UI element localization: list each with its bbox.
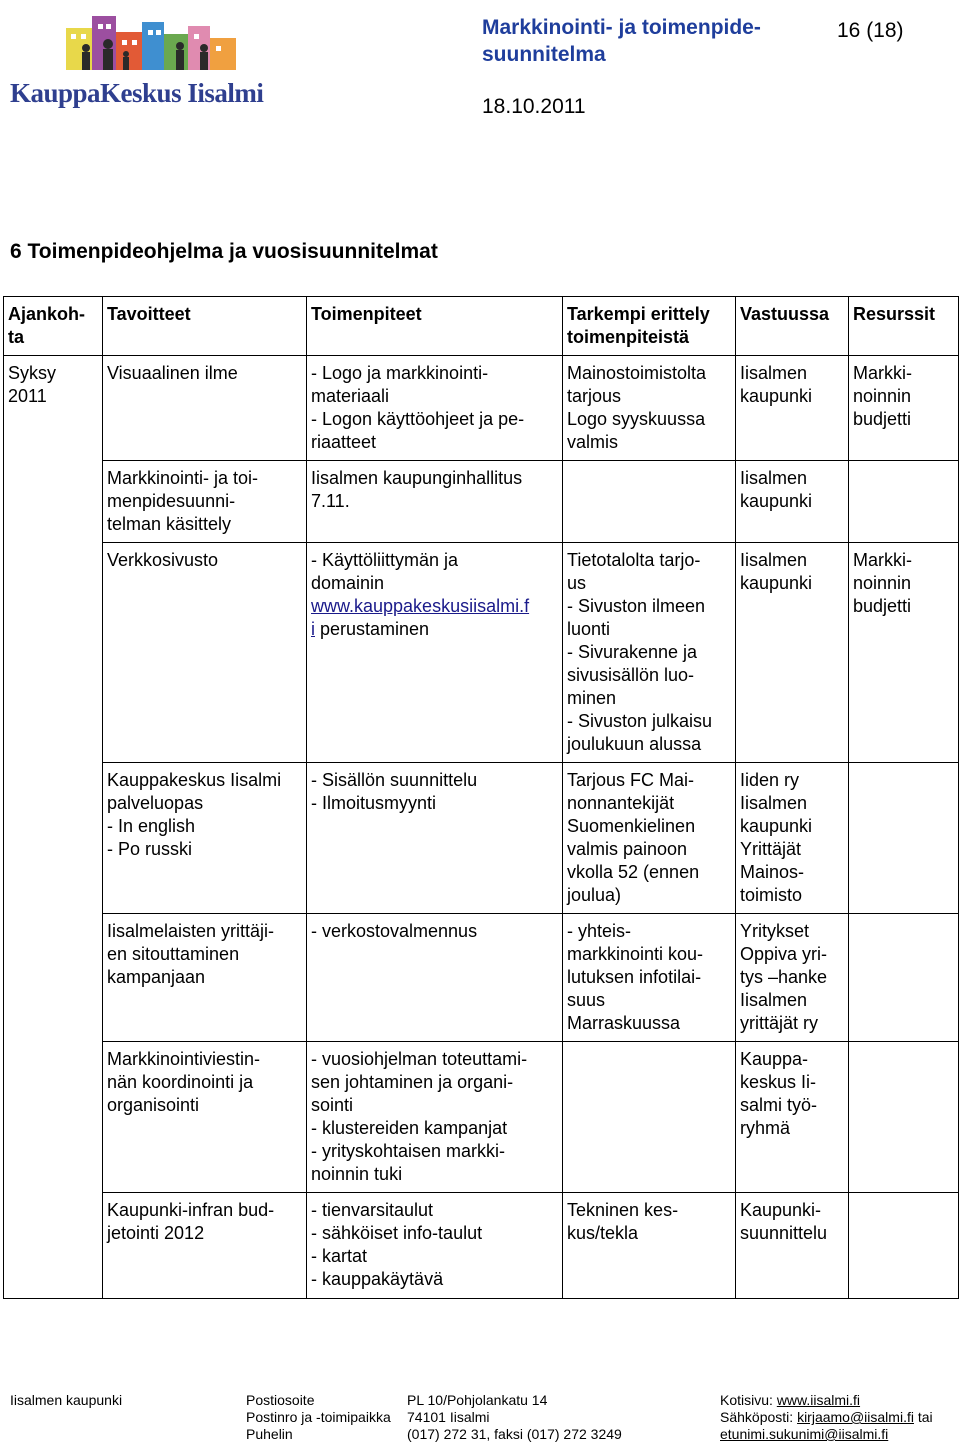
responsible-cell: Iisalmen kaupunki: [736, 543, 849, 763]
website-link[interactable]: www.kauppakeskusiisalmi.f i: [311, 596, 530, 639]
action-plan-table: [3, 296, 959, 1299]
actions-cell: - vuosiohjelman toteuttami- sen johtaminen ja organi- sointi - klustereiden kampanjat - yrityskohtaisen markki- noinnin tuki: [307, 1042, 563, 1193]
table-row: [4, 461, 959, 543]
table-row: [4, 1193, 959, 1299]
page-number: 16 (18): [837, 19, 904, 42]
details-cell: - yhteis- markkinointi kou- lutuksen infotilai- suus Marraskuussa: [563, 914, 736, 1042]
period-cell: Syksy 2011: [4, 356, 103, 1299]
resources-cell: [849, 1193, 959, 1299]
footer-postal-value: PL 10/Pohjolankatu 14: [407, 1392, 548, 1408]
header-vastuussa: Vastuussa: [736, 297, 849, 356]
footer-phone-label: Puhelin: [246, 1426, 293, 1442]
actions-cell: [307, 543, 563, 763]
section-heading: 6 Toimenpideohjelma ja vuosisuunnitelmat: [10, 240, 438, 263]
footer-email-link-kirjaamo[interactable]: kirjaamo@iisalmi.fi: [797, 1409, 914, 1425]
footer-web: [720, 1392, 860, 1409]
logo-text: KauppaKeskus Iisalmi: [10, 78, 264, 108]
header-toimenpiteet: Toimenpiteet: [307, 297, 563, 356]
resources-cell: [849, 763, 959, 914]
footer-org: Iisalmen kaupunki: [10, 1392, 123, 1408]
actions-cell: - verkostovalmennus: [307, 914, 563, 1042]
goal-cell: Verkkosivusto: [103, 543, 307, 763]
actions-cell: - Logo ja markkinointi- materiaali - Logon käyttöohjeet ja pe- riaatteet: [307, 356, 563, 461]
header-ajankohta: Ajankoh- ta: [4, 297, 103, 356]
header-tarkempi-erittely: Tarkempi erittely toimenpiteistä: [563, 297, 736, 356]
actions-cell: - Sisällön suunnittelu - Ilmoitusmyynti: [307, 763, 563, 914]
logo-buildings-icon: [8, 12, 270, 76]
resources-cell: [849, 461, 959, 543]
responsible-cell: Iiden ry Iisalmen kaupunki Yrittäjät Mainos- toimisto: [736, 763, 849, 914]
goal-cell: Markkinointi- ja toi- menpidesuunni- telman käsittely: [103, 461, 307, 543]
goal-cell: Visuaalinen ilme: [103, 356, 307, 461]
details-cell: [563, 461, 736, 543]
details-cell: Tekninen kes- kus/tekla: [563, 1193, 736, 1299]
actions-cell: Iisalmen kaupunginhallitus 7.11.: [307, 461, 563, 543]
table-header-row: [4, 297, 959, 356]
responsible-cell: Kauppa- keskus Ii- salmi työ- ryhmä: [736, 1042, 849, 1193]
footer-postal-label: Postiosoite: [246, 1392, 315, 1408]
footer-web-label: Kotisivu:: [720, 1392, 773, 1408]
actions-text: - Käyttöliittymän ja domainin: [311, 550, 459, 593]
footer-web-link[interactable]: www.iisalmi.fi: [776, 1392, 861, 1408]
footer-phone-value: (017) 272 31, faksi (017) 272 3249: [407, 1426, 622, 1442]
footer-postcode-label: Postinro ja -toimipaikka: [246, 1409, 391, 1425]
responsible-cell: Iisalmen kaupunki: [736, 461, 849, 543]
responsible-cell: Kaupunki- suunnittelu: [736, 1193, 849, 1299]
document-date: 18.10.2011: [482, 95, 586, 118]
footer-email-2: [720, 1426, 888, 1443]
goal-cell: Markkinointiviestin- nän koordinointi ja organisointi: [103, 1042, 307, 1193]
footer-email-link-personal[interactable]: etunimi.sukunimi@iisalmi.fi: [720, 1426, 889, 1442]
details-cell: Mainostoimistolta tarjous Logo syyskuussa valmis: [563, 356, 736, 461]
goal-cell: Kauppakeskus Iisalmi palveluopas - In english - Po russki: [103, 763, 307, 914]
resources-cell: Markki- noinnin budjetti: [849, 543, 959, 763]
document-title-text: Markkinointi- ja toimenpide- suunnitelma: [482, 16, 761, 66]
details-cell: Tietotalolta tarjo- us - Sivuston ilmeen luonti - Sivurakenne ja sivusisällön luo- minen - Sivuston julkaisu joulukuun alussa: [563, 543, 736, 763]
table-row: [4, 356, 959, 461]
actions-cell: - tienvarsitaulut - sähköiset info-taulut - kartat - kauppakäytävä: [307, 1193, 563, 1299]
actions-text-end: perustaminen: [315, 619, 430, 639]
resources-cell: Markki- noinnin budjetti: [849, 356, 959, 461]
table-row: [4, 543, 959, 763]
document-title: [482, 14, 802, 68]
kauppakeskus-logo: [8, 12, 270, 112]
table-row: [4, 763, 959, 914]
resources-cell: [849, 914, 959, 1042]
header-resurssit: Resurssit: [849, 297, 959, 356]
header-tavoitteet: Tavoitteet: [103, 297, 307, 356]
responsible-cell: Yritykset Oppiva yri- tys –hanke Iisalmen yrittäjät ry: [736, 914, 849, 1042]
footer-email-or: tai: [917, 1409, 933, 1425]
responsible-cell: Iisalmen kaupunki: [736, 356, 849, 461]
table-row: [4, 1042, 959, 1193]
goal-cell: Iisalmelaisten yrittäji- en sitouttaminen kampanjaan: [103, 914, 307, 1042]
footer-postcode-value: 74101 Iisalmi: [407, 1409, 490, 1425]
table-row: [4, 914, 959, 1042]
goal-cell: Kaupunki-infran bud- jetointi 2012: [103, 1193, 307, 1299]
details-cell: Tarjous FC Mai- nonnantekijät Suomenkielinen valmis painoon vkolla 52 (ennen joulua): [563, 763, 736, 914]
resources-cell: [849, 1042, 959, 1193]
footer-email-label: Sähköposti:: [720, 1409, 794, 1425]
details-cell: [563, 1042, 736, 1193]
footer-email: [720, 1409, 933, 1426]
